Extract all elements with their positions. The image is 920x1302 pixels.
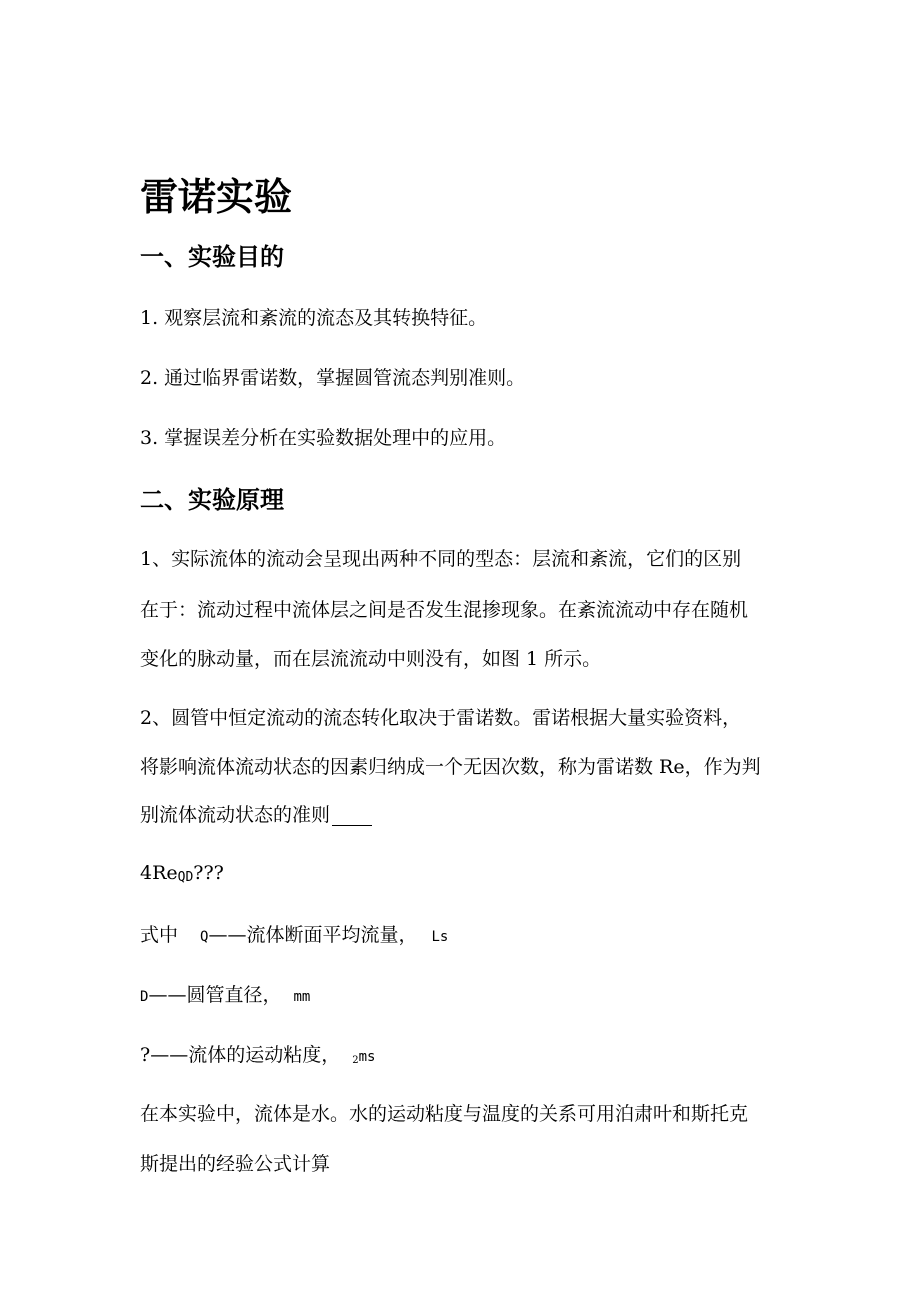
definition-nu bbox=[140, 1046, 375, 1065]
formula-prefix: 4Re bbox=[140, 862, 178, 884]
principle-para2-line3-text: 别流体流动状态的准则 bbox=[140, 804, 331, 826]
definition-d-unit: mm bbox=[293, 989, 311, 1005]
definition-nu-symbol: ? bbox=[140, 1044, 151, 1066]
principle-para2-line3 bbox=[140, 806, 372, 826]
definition-nu-text: ——流体的运动粘度， bbox=[150, 1044, 341, 1066]
formula-suffix: ??? bbox=[193, 862, 224, 884]
definition-lead: 式中 bbox=[140, 924, 179, 946]
section-heading-principle: 二、实验原理 bbox=[140, 485, 284, 514]
definition-d bbox=[140, 986, 310, 1005]
principle-para3-line2: 斯提出的经验公式计算 bbox=[140, 1153, 331, 1175]
principle-para1-line1: 1、实际流体的流动会呈现出两种不同的型态：层流和紊流，它们的区别 bbox=[140, 548, 742, 570]
definition-d-symbol: D bbox=[140, 989, 149, 1005]
document-title: 雷诺实验 bbox=[140, 174, 293, 219]
definition-nu-unit-power: 2 bbox=[352, 1055, 359, 1066]
formula-subscript: QD bbox=[177, 870, 194, 885]
section-heading-purpose: 一、实验目的 bbox=[140, 242, 284, 271]
purpose-item-2: 2. 通过临界雷诺数，掌握圆管流态判别准则。 bbox=[140, 367, 526, 389]
principle-para1-line3: 变化的脉动量，而在层流流动中则没有，如图 1 所示。 bbox=[140, 648, 602, 670]
definition-q-unit: Ls bbox=[431, 929, 449, 945]
definition-d-text: ——圆管直径， bbox=[148, 984, 282, 1006]
definition-q-symbol: Q bbox=[200, 929, 209, 945]
purpose-item-1: 1. 观察层流和紊流的流态及其转换特征。 bbox=[140, 307, 488, 329]
reynolds-formula bbox=[140, 864, 224, 883]
definition-nu-unit: ms bbox=[358, 1049, 376, 1065]
definition-q-text: ——流体断面平均流量， bbox=[208, 924, 418, 946]
definition-q bbox=[140, 926, 448, 945]
principle-para2-line1: 2、圆管中恒定流动的流态转化取决于雷诺数。雷诺根据大量实验资料， bbox=[140, 707, 742, 729]
purpose-item-3: 3. 掌握误差分析在实验数据处理中的应用。 bbox=[140, 427, 507, 449]
underline-rule bbox=[332, 825, 372, 826]
principle-para1-line2: 在于：流动过程中流体层之间是否发生混掺现象。在紊流流动中存在随机 bbox=[140, 599, 749, 621]
principle-para2-line2: 将影响流体流动状态的因素归纳成一个无因次数，称为雷诺数 Re，作为判 bbox=[140, 756, 761, 778]
principle-para3-line1: 在本实验中，流体是水。水的运动粘度与温度的关系可用泊肃叶和斯托克 bbox=[140, 1103, 749, 1125]
